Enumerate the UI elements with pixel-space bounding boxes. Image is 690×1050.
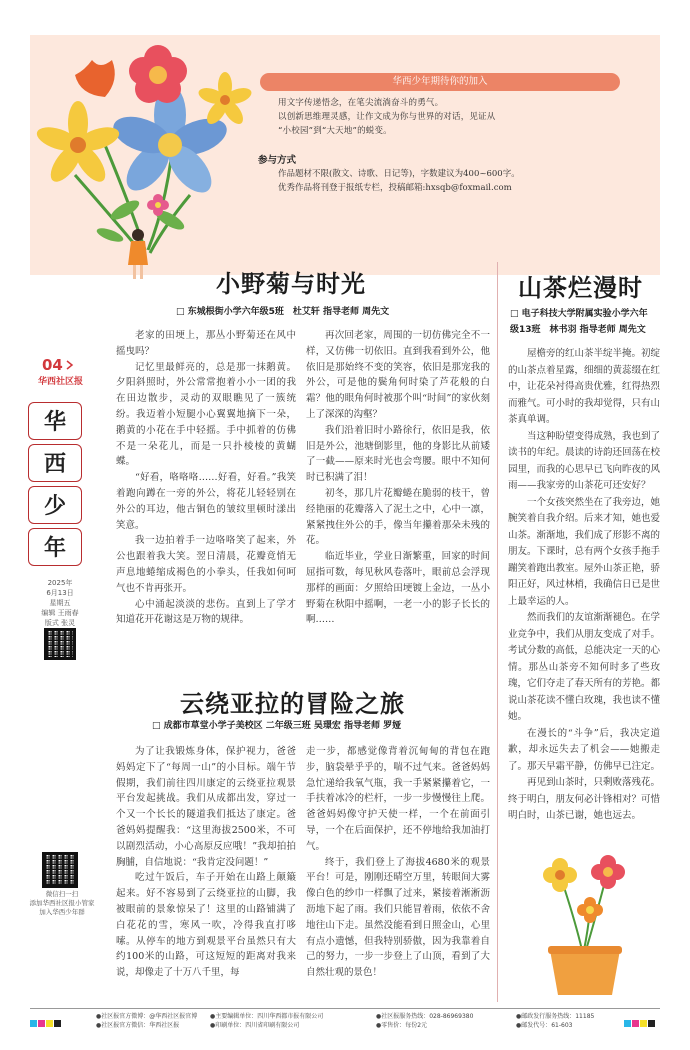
issue-layout: 版式 张灵 — [44, 619, 76, 627]
qr-caption-line: 微信扫一扫 — [45, 890, 79, 898]
column-divider — [497, 262, 498, 1002]
issue-meta — [30, 578, 90, 628]
article-column — [116, 744, 296, 981]
article-byline — [510, 306, 660, 338]
footer-block — [210, 1012, 370, 1030]
section-name: 华西社区报 — [38, 377, 84, 387]
paragraph: 然而我们的友谊渐渐褪色。在学业竞争中，我们从朋友变成了对手。考试分数的高低，总能决定一天的心情。那丛山茶旁不知何时多了些玫瑰，它们夺走了春天所有的芳艳。都说山茶花读不懂白玫瑰，我也读不懂她。 — [508, 612, 661, 722]
byline-line: □ 电子科技大学附属实验小学六年 — [510, 309, 648, 319]
article-byline: □ 成都市草堂小学子美校区 二年级三班 吴璟宏 指导老师 罗娅 — [152, 721, 402, 731]
intro-line: 用文字传递悟念，在笔尖流淌奋斗的勇气。 — [278, 98, 444, 108]
chevron-right-icon — [66, 360, 74, 370]
method-line: 作品题材不限(散文、诗歌、日记等)，字数建议为400~600字。 — [278, 169, 520, 179]
issue-date: 6月13日 — [46, 589, 74, 597]
method-line: 优秀作品将刊登于报纸专栏，投稿邮箱:hxsqb@foxmail.com — [278, 183, 512, 193]
footer-item: ●社区报服务热线：028-86969380 — [376, 1013, 474, 1020]
footer-block — [376, 1012, 506, 1030]
footer-item: ●零售价：每份2元 — [376, 1022, 428, 1029]
paragraph: 当这种盼望变得成熟，我也到了读书的年纪。晨读的诗韵还回荡在校园里，而我的心思早已飞向昨夜的风雨——我家旁的山茶花可还安好？ — [508, 430, 661, 491]
yellow-flower-left — [34, 101, 122, 187]
masthead-char: 华 — [28, 402, 82, 440]
paragraph: 屋檐旁的红山茶半绽半掩。初绽的山茶点着星露，细细的黄蕊缀在红中，让花朵衬得高贵优雅，红得热烈而雅气。可小时的我却觉得，只有山茶真单调。 — [508, 348, 661, 425]
qr-caption-line: 加入华西少年群 — [39, 908, 85, 916]
article-byline: □ 东城根街小学六年级5班 杜艾轩 指导老师 周先文 — [176, 307, 390, 317]
intro-text — [258, 96, 623, 138]
pink-flower — [129, 45, 187, 103]
issue-weekday: 星期五 — [49, 599, 71, 607]
intro-line: 以创新思维理灵感，让作文成为你与世界的对话，见证从 — [278, 112, 496, 122]
color-bar-left — [30, 1012, 62, 1031]
qr-caption — [24, 890, 100, 917]
article-column — [116, 328, 296, 628]
article-column — [306, 744, 490, 981]
paragraph: 临近毕业，学业日渐繁重，回家的时间屈指可数，每见秋风卷落叶，眼前总会浮现那样的画面：夕照给田埂镀上金边，一丛小野菊在秋阳中摇啊，一老一小的影子长长的啊…… — [306, 551, 490, 626]
method-text — [258, 167, 623, 195]
paragraph: 老家的田埂上，那丛小野菊还在风中摇曳吗？ — [116, 330, 296, 357]
footer-block — [516, 1012, 620, 1030]
color-bar-right — [624, 1012, 656, 1031]
method-title: 参与方式 — [258, 155, 297, 166]
paragraph: 我一边拍着手一边咯咯笑了起来，外公也跟着我大笑。翌日清晨，花瓣竟悄无声息地蜷缩成褐色的小拳头，任我如何呵气也不肯再张开。 — [116, 535, 296, 594]
footer-item: ●印刷单位：四川省印刷有限公司 — [210, 1022, 300, 1029]
masthead-char: 年 — [28, 528, 82, 566]
girl-figure — [128, 229, 148, 279]
footer-item: ●社区报官方微博：@华西社区报官博 — [96, 1013, 198, 1020]
footer-item: ●主要编辑单位：四川华西都市报有限公司 — [210, 1013, 324, 1020]
paragraph: 我们沿着旧时小路徐行，依旧是我，依旧是外公，池塘倒影里，他的身影比从前矮了一截——原来时光也会弯腰。眼中不知何时已积满了泪！ — [306, 424, 490, 484]
footer-block — [96, 1012, 206, 1030]
issue-editor: 编辑 王雨春 — [41, 609, 79, 617]
qr-code-group — [42, 852, 78, 888]
pot-rim — [548, 946, 622, 954]
paragraph: “好看，咯咯咯……好看，好看。”我笑着跑向蹲在一旁的外公，将花儿轻轻别在外公的耳边，他古铜色的皱纹里顿时漾出笑意。 — [116, 472, 296, 531]
flower-pot — [550, 950, 620, 995]
recruit-banner: 华西少年期待你的加入 — [260, 73, 620, 91]
footer-item: ●邮政发行服务热线：11185 — [516, 1013, 595, 1020]
masthead-char: 西 — [28, 444, 82, 482]
footer-item: ●社区报官方微信：华西社区报 — [96, 1022, 180, 1029]
paragraph: 走一步，都感觉像背着沉甸甸的背包在跑步，脑袋晕乎乎的，喘不过气来。爸爸妈妈急忙递给我氧气瓶，我一手紧紧攥着它，一手扶着冰冷的栏杆，一步一步慢慢往上爬。爸爸妈妈像守护天使一样，一个在前面引导，一个在后面保护，还不停地给我加油打气。 — [306, 746, 490, 852]
article-column — [508, 346, 660, 825]
flower-illustration — [30, 35, 260, 285]
paragraph: 再次回老家，周围的一切仿佛完全不一样，又仿佛一切依旧。直到我看到外公，他依旧是那始终不变的笑容，依旧是那宠我的外公，可是他的鬓角何时染了芦花般的白霜？他的眼角何时被那个叫“时间”的家伙刻上了深深的沟壑？ — [306, 330, 490, 420]
paragraph: 在漫长的“斗争”后，我决定道歉，却永远失去了机会——她搬走了。那天早霜平静，仿佛早已注定。 — [508, 727, 661, 772]
paragraph: 一个女孩突然坐在了我旁边，她腕笑着自我介绍。后来才知，她也爱山茶。渐渐地，我们成了形影不离的朋友。下课时，总有两个女孩手拖手蹦笑着跑出教室。屋外山茶正艳，骄阳正好，风过林梢，我确信日已是世上最幸运的人。 — [508, 496, 661, 607]
masthead-chars — [28, 402, 88, 570]
flower-pot-illustration — [520, 850, 650, 1000]
paragraph: 记忆里最鲜亮的，总是那一抹鹅黄。夕阳斜照时，外公常常抱着小小一团的我在田边散步，灵动的双眼瞧见了一簇统纷。我迈着小短腿小心翼翼地摘下一朵，鹅黄的小花在手中轻摇。手中抓着的仿佛不是一朵花儿，而是一只扑棱棱的黄蝴蝶。 — [116, 361, 296, 468]
issue-year: 2025年 — [47, 579, 73, 587]
orange-tulip — [75, 60, 115, 97]
article-title: 小野菊与时光 — [216, 270, 366, 298]
qr-code-small — [44, 628, 76, 660]
pot-flower-yellow — [543, 858, 577, 892]
paragraph: 再见到山茶时，只剩败落残花。终于明白，朋友何必计锋相对？可惜明白时，山茶已谢，她也远去。 — [508, 777, 661, 821]
footer-item: ●邮发代号：61-603 — [516, 1022, 573, 1029]
byline-line: 级13班 林书羽 指导老师 周先文 — [510, 325, 646, 335]
intro-line: “小校园”到“大天地”的蜕变。 — [278, 126, 392, 136]
paragraph: 吃过午饭后，车子开始在山路上颠簸起来。好不容易到了云绕亚拉的山脚，我被眼前的景象惊呆了！这里的山路铺满了白花花的雪，寒风一吹，冷得我直打哆嗦。从停车的地方到观景平台虽然只有大约100米的山路，可这短短的距离对我来说，却像走了十万八千里，每 — [116, 872, 296, 979]
paragraph: 心中涌起淡淡的悲伤。直到上了学才知道花开花谢这是万物的规律。 — [116, 598, 296, 626]
paragraph: 初冬，那几片花瓣蜷在脆弱的枝干，曾经艳丽的花瓣落入了泥土之中，心中一凛，紧紧拽住外公的手，像当年攥着那朵未残的花。 — [306, 487, 490, 547]
pot-flower-red — [591, 855, 625, 889]
article-column — [306, 328, 490, 628]
paragraph: 终于，我们登上了海拔4680米的观景平台！可是，刚刚还晴空万里，转眼间大雾像白色的纱巾一样飘了过来，紧接着淅淅沥沥地下起了雨。我们只能冒着雨，依依不舍地往山下走。虽然没能看到日照金山，心里有点小遗憾，但我特别骄傲，因为我靠着自己的努力，一步一步登上了山顶，看到了大自然壮观的景色！ — [306, 856, 490, 979]
article-title: 云绕亚拉的冒险之旅 — [180, 690, 405, 718]
page-number: 04 — [42, 356, 63, 374]
article-title: 山茶烂漫时 — [518, 274, 643, 302]
paragraph: 为了让我锻炼身体，保护视力，爸爸妈妈定下了“每周一山”的小目标。端午节假期，我们前往四川康定的云绕亚拉观景平台发起挑战。我们从成都出发，穿过一个又一个长长的隧道我们抵达了康定。爸爸妈妈提醒我：“这里海拔2500米，不可以剧烈活动，小心高原反应哦！”我却拍拍胸脯，自信地说：“我肯定没问题！” — [116, 746, 296, 868]
masthead-char: 少 — [28, 486, 82, 524]
qr-caption-line: 添加华西社区报小管家 — [29, 899, 95, 907]
footer-rule — [30, 1008, 660, 1009]
